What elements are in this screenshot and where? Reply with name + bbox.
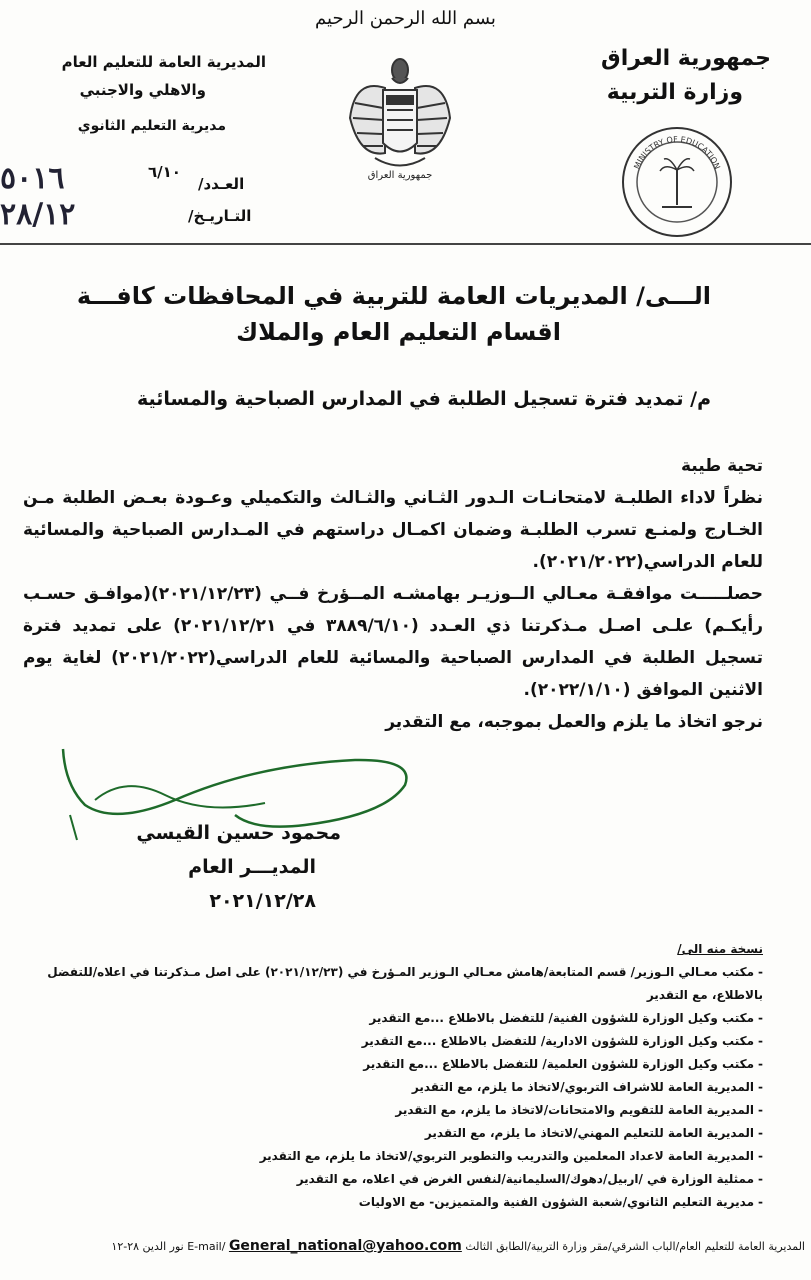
reference-label: العـدد/ <box>198 175 245 193</box>
body-paragraph-1: نظراً لاداء الطلبـة لامتحانـات الـدور الثـاني والثـالث والتكميلي وعـودة بعـض الطلبة مـن الخـارج ولمنـع تسرب الطلبـة وضمان اكمـال دراستهم في المـدارس الصباحية والمسائية للعام الدراسي(٢٠٢١/٢٠٢٢). <box>23 488 763 572</box>
ministry-line-2: وزارة التربية <box>606 80 743 105</box>
cc-item: -مكتب معـالي الـوزير/ قسم المتابعة/هامش معـالي الـوزير المـؤرخ في (٢٠٢١/١٢/٢٣) على اصل مـذكرتنا في اعلاه/للتفضل بالاطلاع، مع التقدير <box>47 965 763 1002</box>
closing-line: نرجو اتخاذ ما يلزم والعمل بموجبه، مع التقدير <box>385 712 763 732</box>
body-paragraph-2: حصلـــــت موافقـة معـالي الــوزيـر بهامشـه المــؤرخ فــي (٢٠٢١/١٢/٢٣)(موافـق حسـب رأيكـم) علـى اصـل مـذكرتنا ذي العـدد (٣٨٨٩/٦/١٠ في ٢٠٢١/١٢/٢١) على تمديد فترة تسجيل الطلبة في المدارس الصباحية والمسائية للعام الدراسي(٢٠٢١/٢٠٢٢) لغاية يوم الاثنين الموافق (٢٠٢٢/١/١٠). <box>23 584 763 700</box>
reference-date <box>0 197 252 232</box>
subject-line: م/ تمديد فترة تسجيل الطلبة في المدارس الصباحية والمسائية <box>136 388 711 410</box>
cc-item: -مكتب وكيل الوزارة للشؤون العلمية/ للتفضل بالاطلاع ...مع التقدير <box>363 1057 763 1071</box>
handwritten-date: ٢٨/١٢ <box>0 197 76 232</box>
cc-item: -المديرية العامة للاشراف التربوي/لاتخاذ ما يلزم، مع التقدير <box>411 1080 763 1094</box>
header-divider <box>0 243 811 245</box>
footer-typist: نور الدين ٢٨-١٢ <box>111 1240 184 1253</box>
cc-item: -ممثلية الوزارة في /اربيل/دهوك/السليمانية/لنفس الغرض في اعلاه، مع التقدير <box>296 1172 763 1186</box>
ministry-block <box>601 42 771 110</box>
basmala: بسم الله الرحمن الرحيم <box>315 8 496 29</box>
cc-item: -المديرية العامة للتقويم والامتحانات/لاتخاذ ما يلزم، مع التقدير <box>395 1103 763 1117</box>
signature-date: ٢٠٢١/١٢/٢٨ <box>209 890 316 912</box>
addressee <box>77 278 711 350</box>
footer <box>10 1238 805 1254</box>
footer-address: المديرية العامة للتعليم العام/الباب الشرقي/مقر وزارة التربية/الطابق الثالث <box>465 1240 805 1253</box>
addressee-line-1: الـــى/ المديريات العامة للتربية في المحافظات كافـــة <box>76 282 711 310</box>
directorate-line-2: والاهلي والاجنبي <box>79 81 206 99</box>
signer-name: محمود حسين القيسي <box>136 822 341 844</box>
reference-number <box>0 161 245 196</box>
signer-title: المديـــر العام <box>188 856 316 878</box>
cc-item: -مديرية التعليم الثانوي/شعبة الشؤون الفنية والمتميزين- مع الاوليات <box>358 1195 763 1209</box>
ministry-line-1: جمهورية العراق <box>601 46 771 71</box>
greeting: تحية طيبة <box>680 456 763 476</box>
signature-block <box>136 816 341 918</box>
handwritten-reference: ٥٠١٦ <box>0 161 65 196</box>
emblem-caption: جمهورية العراق <box>367 170 433 181</box>
date-label: التـاريـخ/ <box>188 207 252 225</box>
directorate-line-3: مديرية التعليم الثانوي <box>77 118 226 134</box>
directorate-block <box>16 48 266 140</box>
iraq-eagle-emblem-icon <box>345 48 455 188</box>
seal-caption: MINISTRY OF EDUCATION <box>632 134 722 171</box>
directorate-line-1: المديرية العامة للتعليم العام <box>61 53 266 71</box>
cc-item: -مكتب وكيل الوزارة للشؤون الادارية/ للتفضل بالاطلاع ...مع التقدير <box>361 1034 763 1048</box>
reference-value: ٦/١٠ <box>148 163 181 181</box>
addressee-line-2: اقسام التعليم العام والملاك <box>236 318 561 346</box>
cc-item: -مكتب وكيل الوزارة للشؤون الفنية/ للتفضل بالاطلاع ...مع التقدير <box>369 1011 763 1025</box>
letter-body <box>23 450 763 738</box>
cc-title: نسخة منه الى/ <box>677 942 763 956</box>
footer-email-link[interactable]: General_national@yahoo.com <box>228 1238 462 1254</box>
ministry-seal-icon <box>620 125 735 240</box>
cc-list <box>3 938 763 1214</box>
cc-item: -المديرية العامة لاعداد المعلمين والتدريب والتطوير التربوي/لاتخاذ ما يلزم، مع التقدير <box>259 1149 763 1163</box>
footer-email-label: E-mail/ <box>187 1240 226 1253</box>
svg-text:MINISTRY OF EDUCATION <box>632 135 721 171</box>
cc-item: -المديرية العامة للتعليم المهني/لاتخاذ ما يلزم، مع التقدير <box>424 1126 763 1140</box>
